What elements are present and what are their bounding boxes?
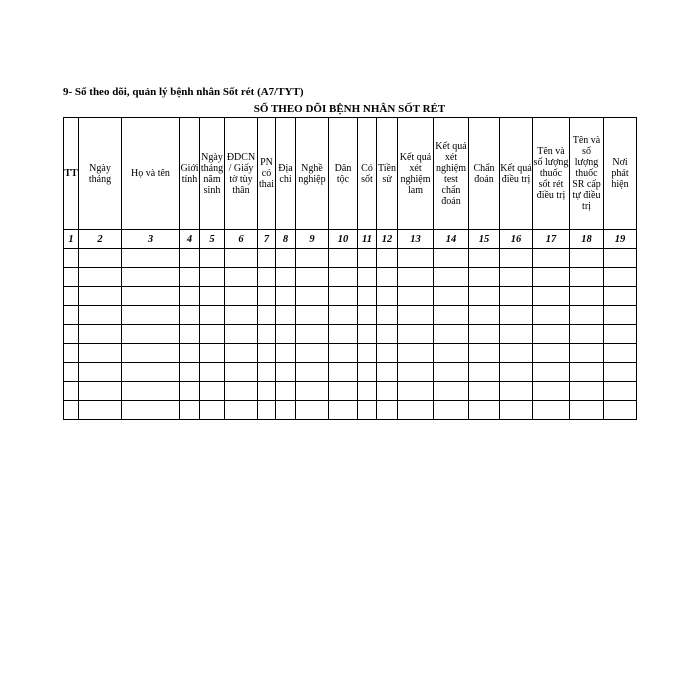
table-cell[interactable] xyxy=(200,306,225,325)
table-cell[interactable] xyxy=(296,287,329,306)
table-cell[interactable] xyxy=(329,363,358,382)
table-cell[interactable] xyxy=(604,382,637,401)
table-cell[interactable] xyxy=(64,306,79,325)
table-cell[interactable] xyxy=(180,306,200,325)
table-cell[interactable] xyxy=(276,363,296,382)
table-cell[interactable] xyxy=(122,344,180,363)
table-cell[interactable] xyxy=(533,344,570,363)
table-cell[interactable] xyxy=(469,249,500,268)
table-cell[interactable] xyxy=(398,287,434,306)
table-cell[interactable] xyxy=(79,249,122,268)
table-cell[interactable] xyxy=(258,382,276,401)
table-cell[interactable] xyxy=(225,401,258,420)
table-row xyxy=(64,268,637,287)
table-cell[interactable] xyxy=(500,287,533,306)
column-number: 2 xyxy=(79,230,122,249)
column-number: 6 xyxy=(225,230,258,249)
col-header-full-name: Họ và tên xyxy=(122,118,180,230)
table-cell[interactable] xyxy=(398,268,434,287)
table-cell[interactable] xyxy=(469,344,500,363)
table-cell[interactable] xyxy=(604,287,637,306)
table-cell[interactable] xyxy=(358,363,377,382)
table-cell[interactable] xyxy=(64,401,79,420)
table-cell[interactable] xyxy=(398,325,434,344)
table-cell[interactable] xyxy=(533,325,570,344)
table-cell[interactable] xyxy=(296,325,329,344)
table-cell[interactable] xyxy=(358,344,377,363)
column-number-row xyxy=(64,230,637,249)
table-cell[interactable] xyxy=(276,382,296,401)
table-cell[interactable] xyxy=(79,344,122,363)
table-cell[interactable] xyxy=(358,382,377,401)
table-cell[interactable] xyxy=(64,268,79,287)
table-cell[interactable] xyxy=(329,268,358,287)
table-cell[interactable] xyxy=(500,344,533,363)
table-cell[interactable] xyxy=(276,306,296,325)
table-cell[interactable] xyxy=(533,287,570,306)
col-header-rapid-test-result: Kết quả xét nghiệm test chẩn đoán xyxy=(434,118,469,230)
table-cell[interactable] xyxy=(604,249,637,268)
table-cell[interactable] xyxy=(358,325,377,344)
table-cell[interactable] xyxy=(276,287,296,306)
table-cell[interactable] xyxy=(377,363,398,382)
table-cell[interactable] xyxy=(180,401,200,420)
table-cell[interactable] xyxy=(122,249,180,268)
table-cell[interactable] xyxy=(434,306,469,325)
column-number: 5 xyxy=(200,230,225,249)
table-cell[interactable] xyxy=(225,268,258,287)
table-cell[interactable] xyxy=(604,325,637,344)
table-cell[interactable] xyxy=(570,401,604,420)
table-cell[interactable] xyxy=(225,344,258,363)
table-cell[interactable] xyxy=(398,401,434,420)
table-row xyxy=(64,344,637,363)
table-cell[interactable] xyxy=(296,382,329,401)
column-number: 19 xyxy=(604,230,637,249)
col-header-date-of-birth: Ngày tháng năm sinh xyxy=(200,118,225,230)
col-header-diagnosis: Chẩn đoán xyxy=(469,118,500,230)
col-header-occupation: Nghề nghiệp xyxy=(296,118,329,230)
table-cell[interactable] xyxy=(500,382,533,401)
table-cell[interactable] xyxy=(533,382,570,401)
table-cell[interactable] xyxy=(434,268,469,287)
table-cell[interactable] xyxy=(296,268,329,287)
column-number: 12 xyxy=(377,230,398,249)
table-cell[interactable] xyxy=(533,363,570,382)
table-cell[interactable] xyxy=(79,363,122,382)
col-header-ethnicity: Dân tộc xyxy=(329,118,358,230)
table-cell[interactable] xyxy=(79,306,122,325)
col-header-tt: TT xyxy=(64,118,79,230)
table-cell[interactable] xyxy=(570,249,604,268)
table-cell[interactable] xyxy=(358,401,377,420)
col-header-address: Địa chỉ xyxy=(276,118,296,230)
malaria-patient-ledger-table xyxy=(63,117,637,420)
table-cell[interactable] xyxy=(258,306,276,325)
column-number: 7 xyxy=(258,230,276,249)
table-cell[interactable] xyxy=(500,363,533,382)
table-cell[interactable] xyxy=(329,249,358,268)
table-cell[interactable] xyxy=(64,249,79,268)
table-cell[interactable] xyxy=(276,249,296,268)
table-cell[interactable] xyxy=(329,401,358,420)
table-cell[interactable] xyxy=(258,325,276,344)
table-row xyxy=(64,306,637,325)
table-cell[interactable] xyxy=(296,306,329,325)
table-cell[interactable] xyxy=(200,325,225,344)
table-cell[interactable] xyxy=(469,268,500,287)
col-header-history: Tiền sử xyxy=(377,118,398,230)
table-cell[interactable] xyxy=(122,382,180,401)
table-cell[interactable] xyxy=(258,401,276,420)
table-cell[interactable] xyxy=(225,325,258,344)
table-cell[interactable] xyxy=(180,344,200,363)
table-cell[interactable] xyxy=(258,268,276,287)
table-cell[interactable] xyxy=(329,344,358,363)
column-number: 18 xyxy=(570,230,604,249)
table-cell[interactable] xyxy=(122,287,180,306)
table-cell[interactable] xyxy=(434,249,469,268)
table-cell[interactable] xyxy=(533,306,570,325)
table-cell[interactable] xyxy=(200,382,225,401)
table-cell[interactable] xyxy=(225,249,258,268)
table-cell[interactable] xyxy=(296,344,329,363)
table-cell[interactable] xyxy=(377,344,398,363)
col-header-treatment-drugs: Tên và số lượng thuốc sốt rét điều trị xyxy=(533,118,570,230)
table-cell[interactable] xyxy=(377,382,398,401)
table-cell[interactable] xyxy=(225,306,258,325)
table-cell[interactable] xyxy=(276,344,296,363)
column-number: 8 xyxy=(276,230,296,249)
table-cell[interactable] xyxy=(398,382,434,401)
col-header-detection-place: Nơi phát hiện xyxy=(604,118,637,230)
table-cell[interactable] xyxy=(469,287,500,306)
table-cell[interactable] xyxy=(570,268,604,287)
table-cell[interactable] xyxy=(200,249,225,268)
table-cell[interactable] xyxy=(533,249,570,268)
table-cell[interactable] xyxy=(377,306,398,325)
table-cell[interactable] xyxy=(329,325,358,344)
table-cell[interactable] xyxy=(469,401,500,420)
table-cell[interactable] xyxy=(500,306,533,325)
table-cell[interactable] xyxy=(64,382,79,401)
table-cell[interactable] xyxy=(570,306,604,325)
table-cell[interactable] xyxy=(604,401,637,420)
section-heading: 9- Số theo dõi, quản lý bệnh nhân Sốt rét (A7/TYT) xyxy=(63,86,304,98)
table-cell[interactable] xyxy=(225,382,258,401)
table-cell[interactable] xyxy=(329,382,358,401)
table-cell[interactable] xyxy=(500,325,533,344)
table-cell[interactable] xyxy=(377,268,398,287)
table-cell[interactable] xyxy=(296,401,329,420)
table-cell[interactable] xyxy=(122,401,180,420)
table-cell[interactable] xyxy=(200,401,225,420)
table-cell[interactable] xyxy=(122,363,180,382)
table-cell[interactable] xyxy=(377,325,398,344)
table-cell[interactable] xyxy=(180,325,200,344)
table-cell[interactable] xyxy=(258,287,276,306)
column-number: 15 xyxy=(469,230,500,249)
table-cell[interactable] xyxy=(296,363,329,382)
table-row xyxy=(64,325,637,344)
table-cell[interactable] xyxy=(79,401,122,420)
table-row xyxy=(64,249,637,268)
table-cell[interactable] xyxy=(225,363,258,382)
table-cell[interactable] xyxy=(500,249,533,268)
table-cell[interactable] xyxy=(469,325,500,344)
table-cell[interactable] xyxy=(533,268,570,287)
column-number: 4 xyxy=(180,230,200,249)
table-cell[interactable] xyxy=(122,325,180,344)
table-cell[interactable] xyxy=(225,287,258,306)
col-header-pregnant: PN có thai xyxy=(258,118,276,230)
table-cell[interactable] xyxy=(358,306,377,325)
col-header-treatment-result: Kết quả điều trị xyxy=(500,118,533,230)
table-cell[interactable] xyxy=(398,344,434,363)
table-cell[interactable] xyxy=(296,249,329,268)
table-cell[interactable] xyxy=(122,306,180,325)
col-header-self-treatment-drugs: Tên và số lượng thuốc SR cấp tự điều trị xyxy=(570,118,604,230)
table-cell[interactable] xyxy=(604,306,637,325)
table-cell[interactable] xyxy=(604,268,637,287)
table-cell[interactable] xyxy=(434,382,469,401)
table-cell[interactable] xyxy=(180,382,200,401)
table-cell[interactable] xyxy=(64,363,79,382)
table-cell[interactable] xyxy=(276,325,296,344)
table-cell[interactable] xyxy=(64,344,79,363)
table-cell[interactable] xyxy=(500,401,533,420)
table-cell[interactable] xyxy=(200,344,225,363)
column-number: 17 xyxy=(533,230,570,249)
table-cell[interactable] xyxy=(258,363,276,382)
table-cell[interactable] xyxy=(276,401,296,420)
table-cell[interactable] xyxy=(64,287,79,306)
column-number: 13 xyxy=(398,230,434,249)
col-header-slide-test-result: Kết quả xét nghiệm lam xyxy=(398,118,434,230)
table-cell[interactable] xyxy=(258,344,276,363)
col-header-fever: Có sốt xyxy=(358,118,377,230)
table-cell[interactable] xyxy=(79,382,122,401)
table-cell[interactable] xyxy=(180,268,200,287)
table-cell[interactable] xyxy=(500,268,533,287)
table-cell[interactable] xyxy=(64,325,79,344)
table-row xyxy=(64,363,637,382)
table-cell[interactable] xyxy=(398,249,434,268)
table-cell[interactable] xyxy=(180,287,200,306)
table-cell[interactable] xyxy=(276,268,296,287)
table-row xyxy=(64,287,637,306)
table-cell[interactable] xyxy=(604,363,637,382)
col-header-id-document: ĐDCN / Giấy tờ tùy thân xyxy=(225,118,258,230)
table-cell[interactable] xyxy=(469,382,500,401)
table-cell[interactable] xyxy=(377,287,398,306)
table-cell[interactable] xyxy=(533,401,570,420)
table-cell[interactable] xyxy=(570,382,604,401)
table-row xyxy=(64,401,637,420)
table-cell[interactable] xyxy=(377,249,398,268)
table-cell[interactable] xyxy=(570,287,604,306)
table-cell[interactable] xyxy=(469,363,500,382)
table-cell[interactable] xyxy=(358,249,377,268)
col-header-date: Ngày tháng xyxy=(79,118,122,230)
table-cell[interactable] xyxy=(79,268,122,287)
table-cell[interactable] xyxy=(434,363,469,382)
table-cell[interactable] xyxy=(434,287,469,306)
table-cell[interactable] xyxy=(570,325,604,344)
table-cell[interactable] xyxy=(377,401,398,420)
column-number: 10 xyxy=(329,230,358,249)
column-number: 14 xyxy=(434,230,469,249)
column-number: 16 xyxy=(500,230,533,249)
table-title: SỔ THEO DÕI BỆNH NHÂN SỐT RÉT xyxy=(253,103,446,115)
table-cell[interactable] xyxy=(358,268,377,287)
empty-rows xyxy=(64,249,637,420)
table-cell[interactable] xyxy=(79,287,122,306)
table-row xyxy=(64,382,637,401)
table-cell[interactable] xyxy=(469,306,500,325)
column-number: 9 xyxy=(296,230,329,249)
col-header-gender: Giới tính xyxy=(180,118,200,230)
table-cell[interactable] xyxy=(434,344,469,363)
table-cell[interactable] xyxy=(200,363,225,382)
table-cell[interactable] xyxy=(180,249,200,268)
table-cell[interactable] xyxy=(200,287,225,306)
table-cell[interactable] xyxy=(329,287,358,306)
table-cell[interactable] xyxy=(434,325,469,344)
table-cell[interactable] xyxy=(200,268,225,287)
table-cell[interactable] xyxy=(79,325,122,344)
table-cell[interactable] xyxy=(358,287,377,306)
table-cell[interactable] xyxy=(434,401,469,420)
table-cell[interactable] xyxy=(604,344,637,363)
table-cell[interactable] xyxy=(570,344,604,363)
table-cell[interactable] xyxy=(398,306,434,325)
column-number: 11 xyxy=(358,230,377,249)
table-cell[interactable] xyxy=(122,268,180,287)
column-number: 1 xyxy=(64,230,79,249)
table-cell[interactable] xyxy=(180,363,200,382)
table-cell[interactable] xyxy=(570,363,604,382)
header-row xyxy=(64,118,637,230)
column-number: 3 xyxy=(122,230,180,249)
table-cell[interactable] xyxy=(398,363,434,382)
table-cell[interactable] xyxy=(258,249,276,268)
table-cell[interactable] xyxy=(329,306,358,325)
